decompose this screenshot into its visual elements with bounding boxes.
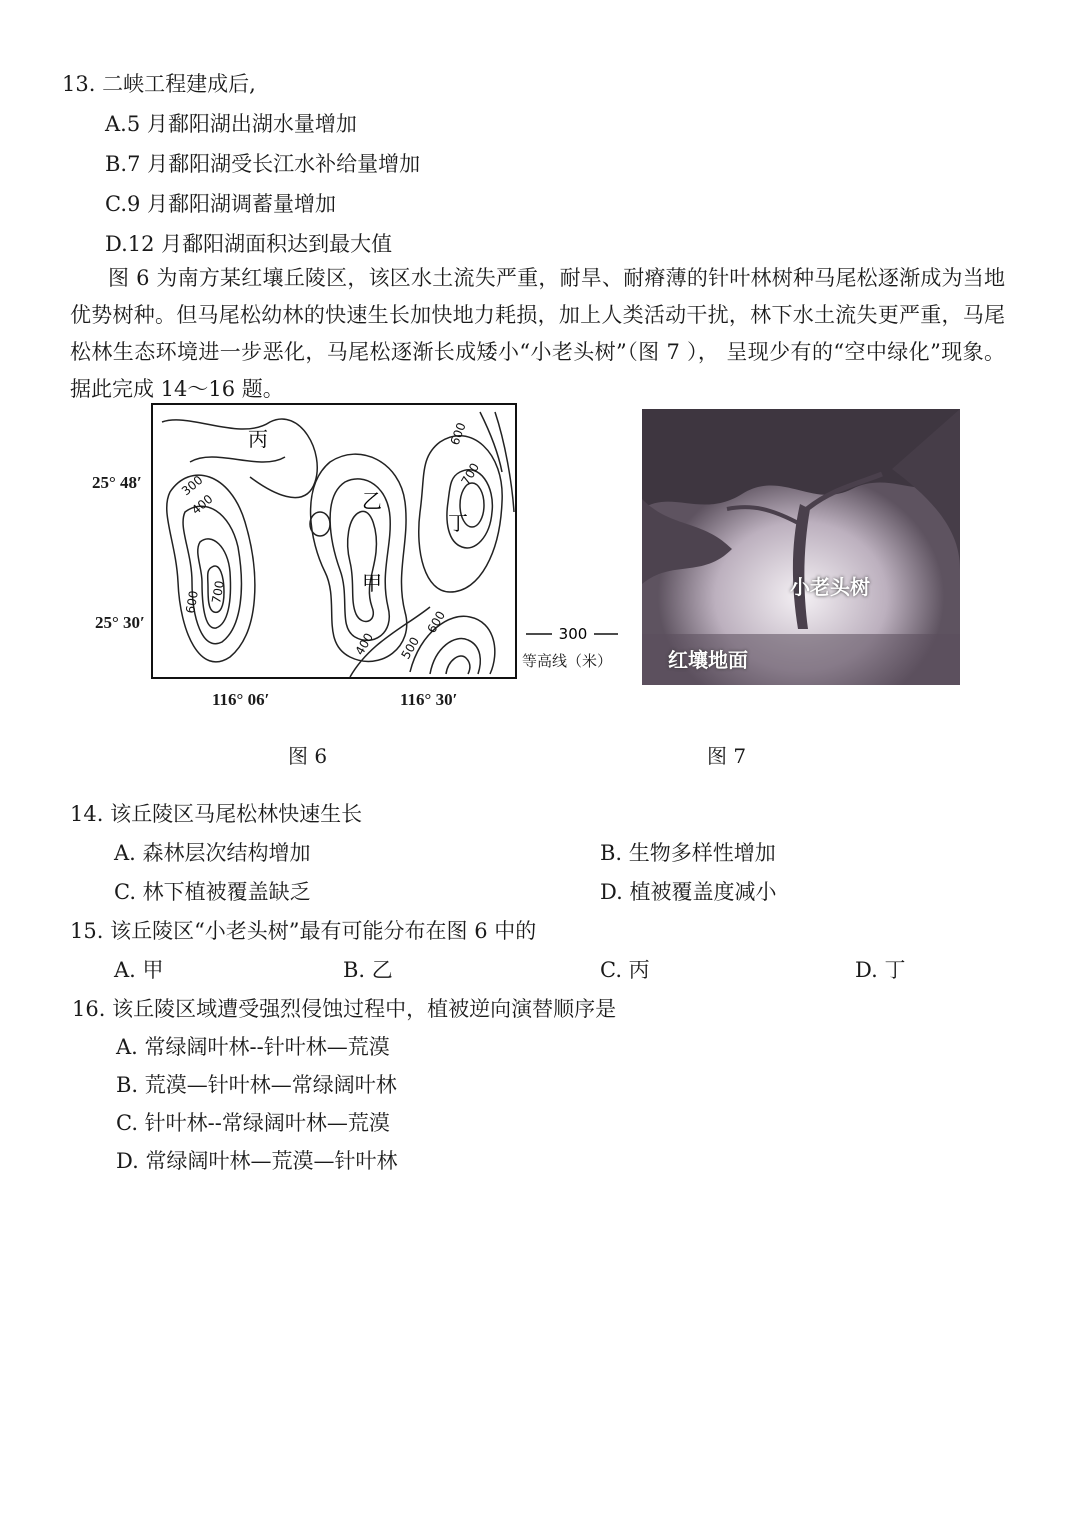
photo-label-tree: 小老头树 bbox=[790, 575, 870, 599]
q13-option-c: C.9 月鄱阳湖调蓄量增加 bbox=[105, 192, 337, 216]
q13-stem: 13. 二峡工程建成后, bbox=[62, 72, 256, 96]
q13-option-b: B.7 月鄱阳湖受长江水补给量增加 bbox=[105, 152, 421, 176]
q15-option-a: A. 甲 bbox=[114, 958, 164, 982]
lon-label-west: 116° 06′ bbox=[212, 690, 270, 709]
q14-option-b: B. 生物多样性增加 bbox=[600, 841, 776, 865]
contour-label: 700 bbox=[209, 579, 227, 605]
place-label-ding: 丁 bbox=[448, 511, 468, 535]
q13-option-a: A.5 月鄱阳湖出湖水量增加 bbox=[105, 112, 357, 136]
contour-label: 300 bbox=[178, 472, 206, 499]
q16-stem: 16. 该丘陵区域遭受强烈侵蚀过程中，植被逆向演替顺序是 bbox=[72, 997, 617, 1021]
place-label-jia: 甲 bbox=[362, 571, 382, 595]
legend-value: 300 bbox=[558, 625, 588, 643]
place-label-bing: 丙 bbox=[248, 427, 268, 451]
lat-label-south: 25° 30′ bbox=[95, 613, 145, 632]
q14-option-d: D. 植被覆盖度减小 bbox=[600, 880, 777, 904]
q15-option-b: B. 乙 bbox=[343, 958, 393, 982]
lat-label-north: 25° 48′ bbox=[92, 473, 142, 492]
figure7-photo bbox=[642, 409, 960, 685]
q15-stem: 15. 该丘陵区“小老头树”最有可能分布在图 6 中的 bbox=[70, 919, 537, 943]
contour-label: 400 bbox=[352, 630, 377, 658]
q16-option-a: A. 常绿阔叶林--针叶林—荒漠 bbox=[116, 1035, 390, 1059]
q15-option-c: C. 丙 bbox=[600, 958, 650, 982]
q13-option-d: D.12 月鄱阳湖面积达到最大值 bbox=[105, 232, 393, 256]
q14-option-c: C. 林下植被覆盖缺乏 bbox=[114, 880, 311, 904]
q14-stem: 14. 该丘陵区马尾松林快速生长 bbox=[70, 802, 363, 826]
contour-label: 400 bbox=[188, 491, 216, 518]
q16-option-d: D. 常绿阔叶林—荒漠—针叶林 bbox=[116, 1149, 398, 1173]
contour-map bbox=[150, 402, 520, 682]
figure6-caption: 图 6 bbox=[288, 744, 328, 768]
legend-label: 等高线（米） bbox=[522, 652, 613, 670]
q14-option-a: A. 森林层次结构增加 bbox=[114, 841, 311, 865]
q15-option-d: D. 丁 bbox=[855, 958, 906, 982]
lon-label-east: 116° 30′ bbox=[400, 690, 458, 709]
q16-option-c: C. 针叶林--常绿阔叶林—荒漠 bbox=[116, 1111, 390, 1135]
contour-label: 600 bbox=[447, 420, 469, 448]
contour-label: 500 bbox=[398, 634, 423, 662]
contour-label: 600 bbox=[424, 608, 449, 636]
place-label-yi: 乙 bbox=[362, 489, 382, 513]
intro-paragraph: 图 6 为南方某红壤丘陵区，该区水土流失严重，耐旱、耐瘠薄的针叶林树种马尾松逐渐成为当地优势树种。但马尾松幼林的快速生长加快地力耗损，加上人类活动干扰，林下水土流失更严重，马尾松林生态环境进一步恶化，马尾松逐渐长成矮小“小老头树”（图 7 ）， 呈现少有的“空中绿化”现象。据此完成 14～16 题。 bbox=[70, 266, 1005, 401]
q16-option-b: B. 荒漠—针叶林—常绿阔叶林 bbox=[116, 1073, 397, 1097]
legend-contour-sample bbox=[522, 624, 622, 644]
photo-label-ground: 红壤地面 bbox=[668, 648, 748, 672]
figure7-caption: 图 7 bbox=[707, 744, 747, 768]
contour-label: 600 bbox=[183, 589, 201, 615]
contour-label: 700 bbox=[458, 460, 483, 488]
